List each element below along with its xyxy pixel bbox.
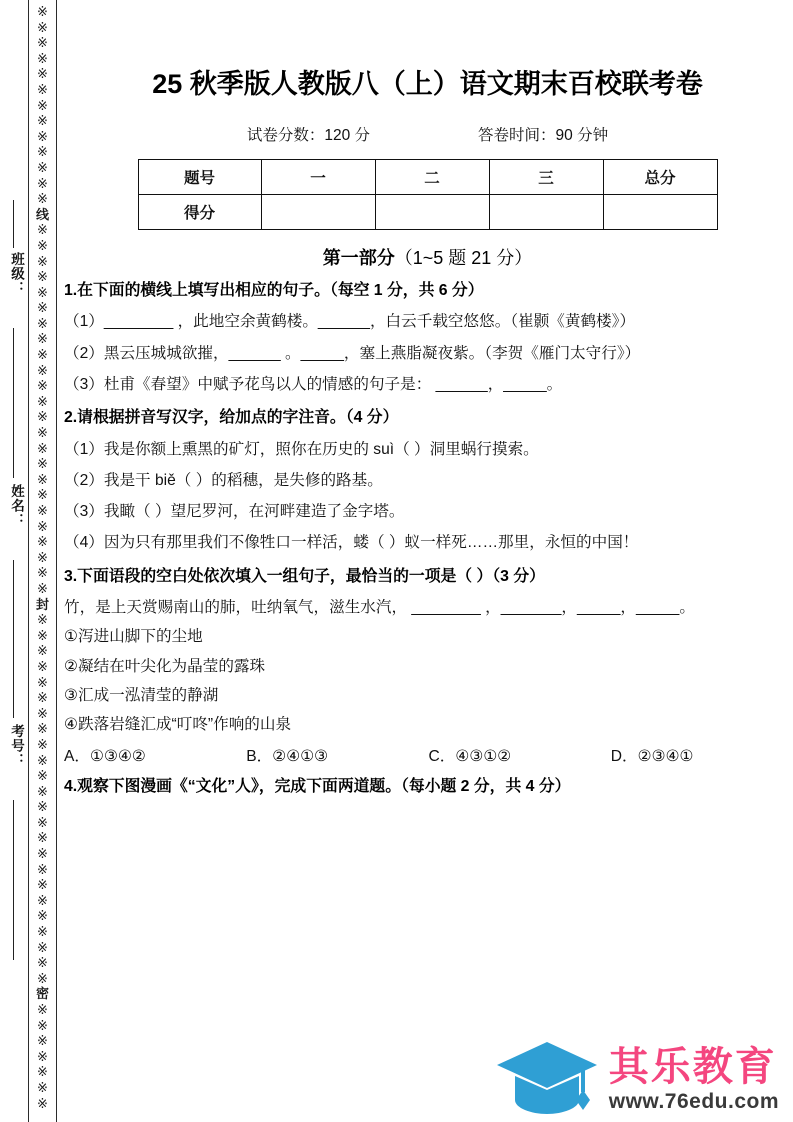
score-table-row-label-0: 题号 <box>138 160 261 195</box>
seal-mark: ※ <box>37 1002 48 1017</box>
seal-mark: ※ <box>37 721 48 737</box>
question-3-passage: 竹，是上天赏赐南山的肺，吐纳氧气，滋生水汽， ________ ，_______，_____，_____。 <box>64 599 695 617</box>
seal-mark: ※ <box>37 66 48 82</box>
answer-choice-b[interactable]: B．②④①③ <box>246 748 329 766</box>
sealed-line-margin <box>0 0 62 1122</box>
question-1-item-2: （2）黑云压城城欲摧，______ 。_____，塞上燕脂凝夜紫。（李贺《雁门太守行》） <box>64 344 641 362</box>
seal-mark: ※ <box>37 19 48 35</box>
seal-mark: ※ <box>37 892 48 908</box>
seal-mark: ※ <box>37 97 48 113</box>
seal-mark: ※ <box>37 830 48 846</box>
question-3-option-2: ②凝结在叶尖化为晶莹的露珠 <box>64 657 266 675</box>
seal-char: 密 <box>35 986 49 1002</box>
seal-mark: ※ <box>37 814 48 830</box>
seal-mark: ※ <box>37 939 48 955</box>
seal-mark: ※ <box>37 736 48 752</box>
field-line-name-bottom <box>13 560 14 718</box>
table-row-scores <box>138 195 717 230</box>
seal-mark: ※ <box>37 690 48 706</box>
paper-content <box>62 0 793 1122</box>
seal-mark: ※ <box>37 877 48 893</box>
seal-mark: ※ <box>37 861 48 877</box>
question-3-answer-choices <box>62 744 793 766</box>
question-3-option-3: ③汇成一泓清莹的静湖 <box>64 686 219 704</box>
seal-mark: ※ <box>37 113 48 129</box>
seal-mark: ※ <box>37 799 48 815</box>
seal-mark: ※ <box>37 1095 48 1111</box>
question-3-title: 3.下面语段的空白处依次填入一组句子，最恰当的一项是（ ）（3 分） <box>64 567 545 585</box>
seal-mark: ※ <box>37 908 48 924</box>
question-2-item-4: （4）因为只有那里我们不像牲口一样活，蝼（ ）蚁一样死……那里，永恒的中国！ <box>64 534 639 552</box>
answer-choice-c[interactable]: C．④③①② <box>428 748 512 766</box>
seal-mark: ※ <box>37 50 48 66</box>
seal-mark: ※ <box>37 222 48 238</box>
field-label-class: 班级： <box>9 252 24 296</box>
seal-mark: ※ <box>37 471 48 487</box>
seal-mark: ※ <box>37 705 48 721</box>
seal-mark: ※ <box>37 565 48 581</box>
seal-mark: ※ <box>37 35 48 51</box>
seal-mark: ※ <box>37 1079 48 1095</box>
question-4-title: 4.观察下图漫画《“文化”人》，完成下面两道题。（每小题 2 分，共 4 分） <box>64 778 571 796</box>
seal-mark: ※ <box>37 674 48 690</box>
seal-mark: ※ <box>37 580 48 596</box>
field-line-class-top <box>13 200 14 248</box>
score-table-col-1: 二 <box>375 160 489 195</box>
seal-mark: ※ <box>37 658 48 674</box>
field-label-examno: 考号： <box>9 724 24 768</box>
field-line-examno-bottom <box>13 800 14 960</box>
seal-mark: ※ <box>37 1048 48 1064</box>
seal-mark: ※ <box>37 4 48 19</box>
seal-mark: ※ <box>37 456 48 472</box>
question-2-item-1: （1）我是你额上熏黑的矿灯，照你在历史的 suì（ ）洞里蜗行摸索。 <box>64 440 539 458</box>
logo-brand-name: 其乐教育 <box>608 1044 777 1089</box>
score-table-row-label-1: 得分 <box>138 195 261 230</box>
seal-mark: ※ <box>37 627 48 643</box>
seal-mark: ※ <box>37 253 48 269</box>
part-header-detail: （1~5 题 21 分） <box>394 248 533 268</box>
seal-mark: ※ <box>37 1064 48 1080</box>
field-label-name: 姓名： <box>9 484 24 528</box>
seal-mark: ※ <box>37 269 48 285</box>
score-cell-0[interactable] <box>261 195 375 230</box>
seal-mark: ※ <box>37 612 48 628</box>
seal-char: 封 <box>35 596 49 612</box>
score-table <box>138 159 718 230</box>
logo-website-url: www.76edu.com <box>608 1089 779 1113</box>
seal-mark: ※ <box>37 846 48 862</box>
seal-mark: ※ <box>37 362 48 378</box>
score-cell-3[interactable] <box>603 195 717 230</box>
margin-rule-right <box>56 0 57 1122</box>
seal-mark: ※ <box>37 768 48 784</box>
seal-mark: ※ <box>37 425 48 441</box>
seal-mark: ※ <box>37 378 48 394</box>
seal-mark: ※ <box>37 191 48 207</box>
score-cell-1[interactable] <box>375 195 489 230</box>
seal-mark: ※ <box>37 331 48 347</box>
seal-mark: ※ <box>37 955 48 971</box>
field-line-class-bottom <box>13 328 14 478</box>
seal-mark: ※ <box>37 128 48 144</box>
seal-mark: ※ <box>37 1033 48 1049</box>
seal-mark: ※ <box>37 159 48 175</box>
seal-mark: ※ <box>37 237 48 253</box>
graduation-cap-icon <box>495 1036 599 1116</box>
page-title: 25 秋季版人教版八（上）语文期末百校联考卷 <box>152 69 703 99</box>
question-1-item-3: （3）杜甫《春望》中赋予花鸟以人的情感的句子是： ______，_____。 <box>64 375 563 393</box>
score-table-col-2: 三 <box>489 160 603 195</box>
score-table-col-3: 总分 <box>603 160 717 195</box>
site-logo <box>495 1036 779 1116</box>
score-cell-2[interactable] <box>489 195 603 230</box>
question-2-item-2: （2）我是干 biě（ ）的稻穗，是失修的路基。 <box>64 471 383 489</box>
part-header-title: 第一部分 <box>322 248 395 268</box>
seal-mark: ※ <box>37 503 48 518</box>
exam-total-score: 试卷分数：120 分 <box>246 127 371 144</box>
seal-mark: ※ <box>37 284 48 300</box>
seal-mark: ※ <box>37 409 48 425</box>
seal-mark-column <box>30 4 55 1119</box>
seal-mark: ※ <box>37 752 48 768</box>
table-row-header <box>138 160 717 195</box>
seal-mark: ※ <box>37 518 48 534</box>
seal-char: 线 <box>35 206 49 222</box>
logo-text-block <box>608 1044 779 1116</box>
exam-duration: 答卷时间：90 分钟 <box>478 127 609 144</box>
score-table-col-0: 一 <box>261 160 375 195</box>
seal-mark: ※ <box>37 1017 48 1033</box>
exam-meta-row <box>62 123 793 145</box>
seal-mark: ※ <box>37 970 48 986</box>
seal-mark: ※ <box>37 549 48 565</box>
question-2-item-3: （3）我瞰（ ）望尼罗河，在河畔建造了金字塔。 <box>64 503 405 521</box>
seal-mark: ※ <box>37 144 48 160</box>
answer-choice-a[interactable]: A．①③④② <box>64 748 146 766</box>
part-header <box>62 244 793 270</box>
seal-mark: ※ <box>37 300 48 316</box>
margin-rule-left <box>28 0 29 1122</box>
seal-mark: ※ <box>37 81 48 97</box>
question-1-item-1: （1）________ ，此地空余黄鹤楼。______，白云千载空悠悠。（崔颢《黄鹤楼》） <box>64 313 636 331</box>
question-2-title: 2.请根据拼音写汉字，给加点的字注音。（4 分） <box>64 409 399 427</box>
seal-mark: ※ <box>37 315 48 331</box>
answer-choice-d[interactable]: D．②③④① <box>610 748 694 766</box>
seal-mark: ※ <box>37 534 48 550</box>
seal-mark: ※ <box>37 643 48 659</box>
question-1-title: 1.在下面的横线上填写出相应的句子。（每空 1 分，共 6 分） <box>64 282 484 299</box>
question-3-option-1: ①泻进山脚下的尘地 <box>64 628 203 646</box>
seal-mark: ※ <box>37 783 48 799</box>
seal-mark: ※ <box>37 924 48 940</box>
seal-mark: ※ <box>37 175 48 191</box>
seal-mark: ※ <box>37 393 48 409</box>
seal-mark: ※ <box>37 347 48 363</box>
seal-mark: ※ <box>37 487 48 503</box>
question-3-option-4: ④跌落岩缝汇成“叮咚”作响的山泉 <box>64 715 292 733</box>
seal-mark: ※ <box>37 440 48 456</box>
